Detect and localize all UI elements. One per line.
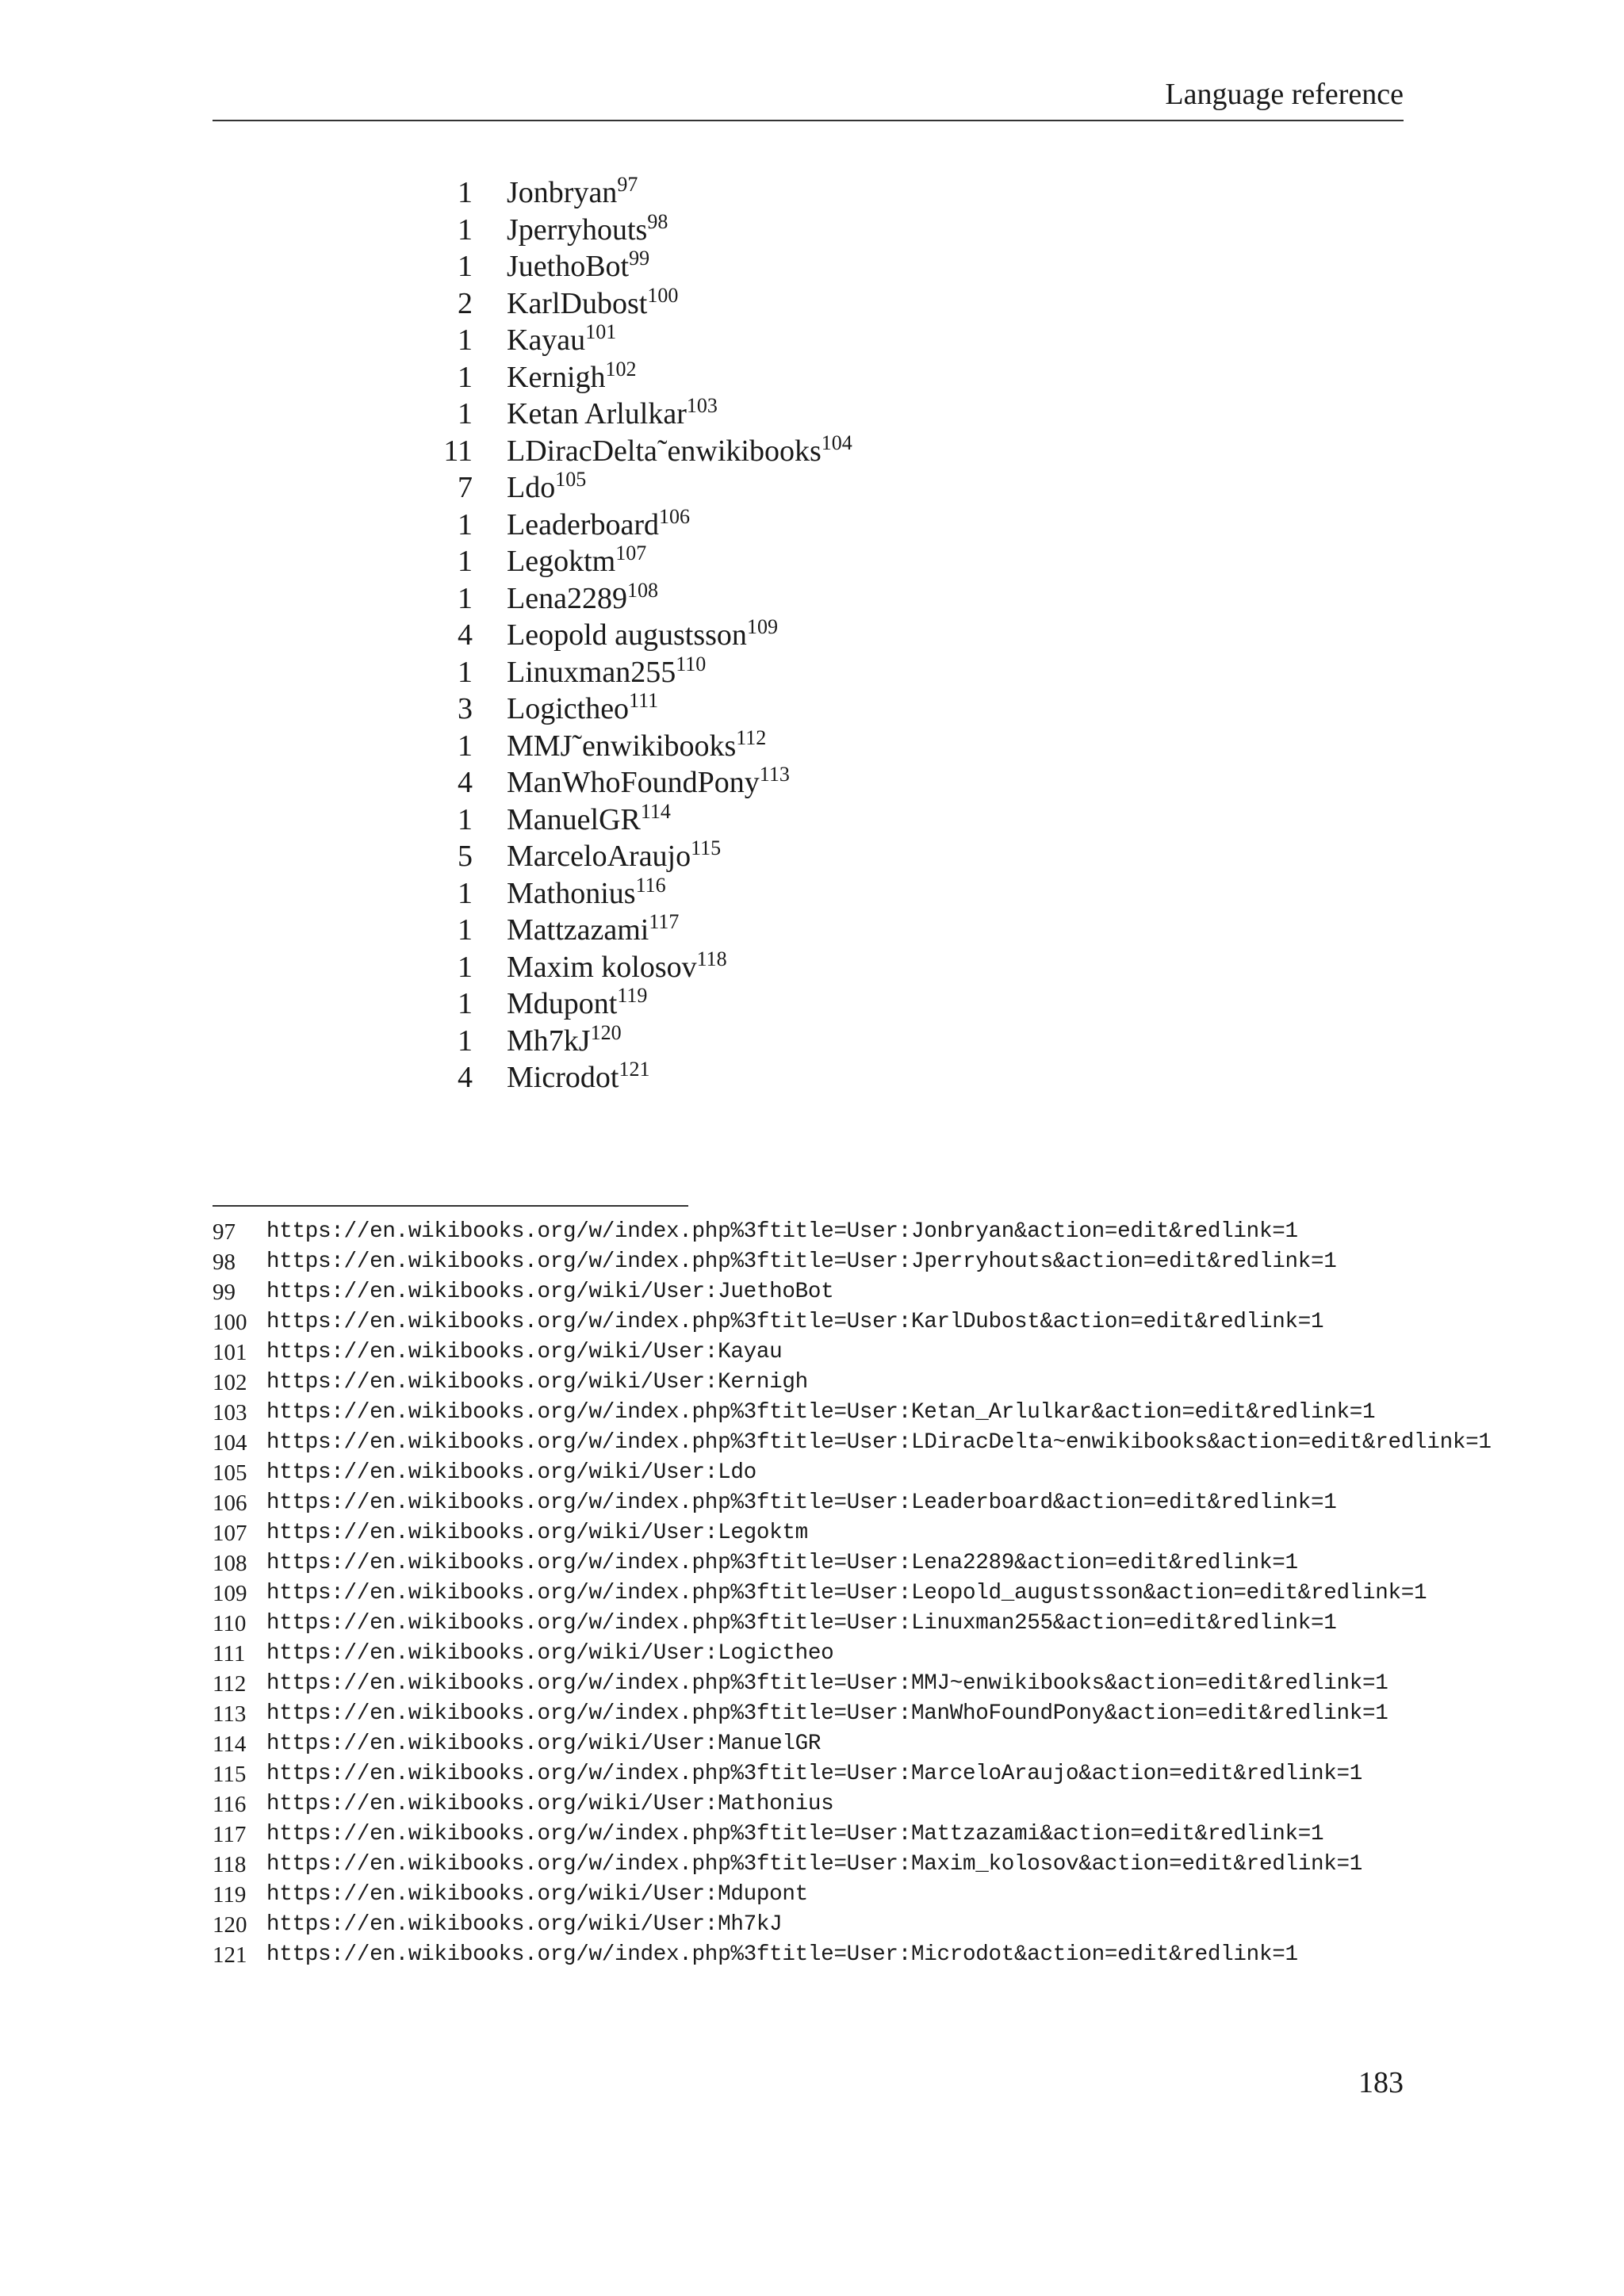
contributor-row [412, 285, 1205, 323]
contributor-name [507, 949, 727, 986]
footnote-number: 102 [213, 1370, 247, 1395]
header-title: Language reference [1165, 78, 1404, 111]
contributor-count: 4 [458, 618, 473, 652]
contributor-name-text: Lena2289 [507, 581, 627, 615]
footnote-url-link[interactable]: https://en.wikibooks.org/wiki/User:Legoktm [266, 1521, 808, 1545]
footnote-marker[interactable]: 119 [617, 984, 648, 1007]
contributor-count: 2 [458, 286, 473, 320]
contributor-count: 1 [458, 802, 473, 836]
footnote-list [213, 1217, 1497, 1970]
contributor-name-text: ManWhoFoundPony [507, 766, 760, 799]
contributor-row [412, 725, 1205, 765]
footnote-number: 100 [213, 1310, 247, 1335]
footnote-row [213, 1699, 1497, 1729]
footnote-number: 109 [213, 1581, 247, 1606]
footnote-number: 99 [213, 1280, 236, 1305]
footnote-marker[interactable]: 106 [659, 504, 690, 528]
contributor-name-text: Kayau [507, 323, 586, 357]
footnote-url-link[interactable]: https://en.wikibooks.org/wiki/User:Kernigh [266, 1370, 808, 1395]
contributor-row [412, 617, 1205, 654]
contributor-count: 1 [458, 1024, 473, 1058]
footnote-number: 103 [213, 1400, 247, 1425]
footnote-url-link[interactable]: https://en.wikibooks.org/wiki/User:Mdupont [266, 1882, 808, 1907]
contributor-name [507, 430, 852, 470]
footnote-marker[interactable]: 110 [676, 652, 707, 675]
footnote-row [213, 1759, 1497, 1789]
contributor-name-text: Legoktm [507, 545, 616, 578]
contributor-count: 1 [458, 581, 473, 615]
footnote-row [213, 1820, 1497, 1850]
page-number: 183 [1358, 2066, 1404, 2099]
footnote-url-link[interactable]: https://en.wikibooks.org/w/index.php%3ftitle=User:Ketan_Arlulkar&action=edit&redlink=1 [266, 1400, 1376, 1425]
contributor-count: 3 [458, 692, 473, 725]
footnote-marker[interactable]: 97 [617, 173, 638, 196]
footnote-number: 116 [213, 1792, 247, 1817]
footnote-row [213, 1578, 1497, 1609]
footnote-row [213, 1548, 1497, 1578]
footnote-row [213, 1639, 1497, 1669]
footnote-url-link[interactable]: https://en.wikibooks.org/wiki/User:Logictheo [266, 1641, 834, 1666]
footnote-url-link[interactable]: https://en.wikibooks.org/wiki/User:Mh7kJ [266, 1912, 783, 1937]
footnote-row [213, 1789, 1497, 1820]
contributor-count: 1 [458, 323, 473, 357]
contributor-count: 1 [458, 950, 473, 984]
footnote-marker[interactable]: 100 [647, 283, 679, 307]
footnote-url-link[interactable]: https://en.wikibooks.org/wiki/User:Mathonius [266, 1792, 834, 1816]
contributor-row [412, 912, 1205, 949]
contributor-count: 1 [458, 397, 473, 430]
contributor-name [507, 285, 678, 323]
footnote-marker[interactable]: 118 [696, 947, 727, 970]
contributor-name [507, 504, 690, 544]
footnote-url-link[interactable]: https://en.wikibooks.org/w/index.php%3ftitle=User:Maxim_kolosov&action=edit&redlink=1 [266, 1852, 1363, 1877]
footnote-row [213, 1217, 1497, 1247]
footnote-marker[interactable]: 109 [746, 615, 778, 638]
footnote-row [213, 1850, 1497, 1880]
footnote-url-link[interactable]: https://en.wikibooks.org/w/index.php%3ftitle=User:Microdot&action=edit&redlink=1 [266, 1942, 1298, 1967]
contributor-name-text: Leaderboard [507, 507, 659, 541]
contributor-name-text: LDiracDelta˜enwikibooks [507, 434, 822, 468]
footnote-row [213, 1518, 1497, 1548]
contributor-row [412, 691, 1205, 728]
contributor-name [507, 359, 637, 396]
contributor-name [507, 543, 646, 580]
footnote-row [213, 1880, 1497, 1910]
footnote-url-link[interactable]: https://en.wikibooks.org/wiki/User:Kayau [266, 1340, 783, 1364]
footnote-url-link[interactable]: https://en.wikibooks.org/w/index.php%3ftitle=User:Jonbryan&action=edit&redlink=1 [266, 1219, 1298, 1244]
footnote-number: 110 [213, 1611, 247, 1636]
contributor-name [507, 912, 679, 949]
contributor-count: 1 [458, 729, 473, 763]
footnote-number: 104 [213, 1430, 247, 1456]
footnote-marker[interactable]: 101 [585, 320, 617, 343]
contributor-count: 1 [458, 250, 473, 283]
contributor-name-text: KarlDubost [507, 286, 648, 320]
contributor-row [412, 543, 1205, 580]
contributor-row [412, 799, 1205, 839]
contributor-row [412, 209, 1205, 249]
footnote-number: 101 [213, 1340, 247, 1365]
contributor-name [507, 838, 721, 875]
footnote-marker[interactable]: 102 [605, 357, 637, 381]
contributor-row [412, 838, 1205, 875]
footnote-number: 105 [213, 1460, 247, 1486]
footnote-marker[interactable]: 105 [555, 468, 587, 491]
contributor-count: 4 [458, 1061, 473, 1094]
footnote-marker[interactable]: 99 [629, 247, 650, 270]
contributor-name-text: Jperryhouts [507, 212, 648, 247]
contributor-name-text: JuethoBot [507, 250, 630, 283]
footnote-url-link[interactable]: https://en.wikibooks.org/w/index.php%3ftitle=User:Leopold_augustsson&action=edit&redlink=1 [266, 1581, 1427, 1605]
contributor-count: 1 [458, 212, 473, 247]
contributor-row [412, 504, 1205, 544]
footnote-url-link[interactable]: https://en.wikibooks.org/w/index.php%3ftitle=User:Lena2289&action=edit&redlink=1 [266, 1551, 1298, 1575]
contributor-row [412, 949, 1205, 986]
footnote-number: 120 [213, 1912, 247, 1938]
contributor-name-text: Logictheo [507, 692, 630, 725]
contributor-count: 1 [458, 507, 473, 541]
contributor-name-text: Mathonius [507, 876, 636, 910]
footnote-marker[interactable]: 115 [691, 836, 722, 859]
footnote-row [213, 1247, 1497, 1277]
contributor-name [507, 617, 778, 654]
contributor-name [507, 985, 647, 1023]
contributor-name-text: Leopold augustsson [507, 618, 747, 652]
footnote-url-link[interactable]: https://en.wikibooks.org/w/index.php%3ftitle=User:Linuxman255&action=edit&redlink=1 [266, 1611, 1337, 1636]
footnote-number: 97 [213, 1219, 236, 1245]
contributor-list [412, 174, 1205, 1096]
footnote-number: 107 [213, 1521, 247, 1546]
contributor-name [507, 764, 790, 802]
footnote-marker[interactable]: 113 [759, 763, 790, 786]
contributor-name [507, 799, 671, 839]
footnote-url-link[interactable]: https://en.wikibooks.org/wiki/User:Ldo [266, 1460, 756, 1485]
header-rule [213, 120, 1404, 121]
contributor-count: 1 [458, 987, 473, 1020]
contributor-row [412, 359, 1205, 396]
contributor-row [412, 469, 1205, 507]
footnote-row [213, 1669, 1497, 1699]
footnote-number: 121 [213, 1942, 247, 1968]
footnote-row [213, 1910, 1497, 1940]
footnote-marker[interactable]: 107 [615, 541, 647, 564]
contributor-name [507, 654, 706, 691]
contributor-name [507, 1059, 649, 1096]
contributor-name [507, 209, 668, 249]
contributor-name-text: Mdupont [507, 987, 618, 1020]
contributor-name-text: Mh7kJ [507, 1024, 591, 1058]
footnote-url-link[interactable]: https://en.wikibooks.org/w/index.php%3ftitle=User:KarlDubost&action=edit&redlink=1 [266, 1310, 1324, 1334]
contributor-count: 1 [458, 545, 473, 578]
footnote-row [213, 1458, 1497, 1488]
contributor-name [507, 580, 658, 618]
footnote-row [213, 1337, 1497, 1368]
contributor-count: 1 [458, 176, 473, 209]
footnote-number: 119 [213, 1882, 247, 1908]
footnote-number: 117 [213, 1822, 247, 1847]
contributor-row [412, 322, 1205, 359]
contributor-row [412, 654, 1205, 691]
footnote-row [213, 1488, 1497, 1518]
contributor-name-text: Ketan Arlulkar [507, 397, 687, 430]
footnote-number: 111 [213, 1641, 246, 1667]
footnote-marker[interactable]: 120 [590, 1020, 622, 1044]
footnote-row [213, 1277, 1497, 1307]
contributor-name-text: Kernigh [507, 360, 606, 394]
footnote-number: 112 [213, 1671, 247, 1697]
footnote-row [213, 1398, 1497, 1428]
contributor-name [507, 725, 767, 765]
contributor-row [412, 580, 1205, 618]
contributor-row [412, 396, 1205, 433]
footnote-row [213, 1729, 1497, 1759]
contributor-name [507, 174, 638, 212]
contributor-name [507, 1020, 622, 1060]
footnote-url-link[interactable]: https://en.wikibooks.org/w/index.php%3ftitle=User:MarceloAraujo&action=edit&redlink=1 [266, 1762, 1363, 1786]
footnote-url-link[interactable]: https://en.wikibooks.org/wiki/User:JuethoBot [266, 1280, 834, 1304]
footnote-url-link[interactable]: https://en.wikibooks.org/wiki/User:ManuelGR [266, 1732, 822, 1756]
contributor-name [507, 248, 649, 285]
contributor-name [507, 469, 586, 507]
contributor-count: 5 [458, 840, 473, 873]
footnote-number: 115 [213, 1762, 247, 1787]
footnote-marker[interactable]: 98 [647, 209, 668, 233]
contributor-count: 1 [458, 876, 473, 910]
footnote-row [213, 1428, 1497, 1458]
contributor-row [412, 1059, 1205, 1096]
contributor-count: 4 [458, 766, 473, 799]
contributor-count: 1 [458, 360, 473, 394]
contributor-name [507, 322, 616, 359]
contributor-name-text: ManuelGR [507, 802, 641, 836]
footnote-url-link[interactable]: https://en.wikibooks.org/w/index.php%3ftitle=User:MMJ~enwikibooks&action=edit&redlink=1 [266, 1671, 1388, 1696]
footnote-marker[interactable]: 103 [686, 394, 718, 417]
footnote-number: 108 [213, 1551, 247, 1576]
contributor-row [412, 174, 1205, 212]
footnote-marker[interactable]: 104 [821, 430, 852, 454]
contributor-name-text: Mattzazami [507, 913, 649, 947]
contributor-row [412, 875, 1205, 913]
footnote-number: 118 [213, 1852, 247, 1877]
footnote-number: 98 [213, 1249, 236, 1275]
contributor-row [412, 1020, 1205, 1060]
footnote-number: 114 [213, 1732, 247, 1757]
contributor-name [507, 875, 666, 913]
footnote-marker[interactable]: 114 [640, 799, 671, 823]
footnote-marker[interactable]: 108 [626, 578, 658, 602]
footnote-number: 113 [213, 1701, 247, 1727]
footnote-row [213, 1609, 1497, 1639]
footnote-marker[interactable]: 121 [619, 1058, 650, 1081]
contributor-row [412, 248, 1205, 285]
contributor-name-text: Ldo [507, 471, 556, 504]
footnote-marker[interactable]: 112 [736, 725, 767, 749]
contributor-count: 1 [458, 913, 473, 947]
footnote-url-link[interactable]: https://en.wikibooks.org/w/index.php%3ftitle=User:ManWhoFoundPony&action=edit&redlink=1 [266, 1701, 1388, 1726]
footnote-url-link[interactable]: https://en.wikibooks.org/w/index.php%3ftitle=User:LDiracDelta~enwikibooks&action=edit&redlink=1 [266, 1430, 1492, 1455]
contributor-row [412, 430, 1205, 470]
footnote-marker[interactable]: 111 [629, 689, 659, 712]
contributor-row [412, 764, 1205, 802]
contributor-count: 7 [458, 471, 473, 504]
footnote-url-link[interactable]: https://en.wikibooks.org/w/index.php%3ftitle=User:Leaderboard&action=edit&redlink=1 [266, 1490, 1337, 1515]
footnote-url-link[interactable]: https://en.wikibooks.org/w/index.php%3ftitle=User:Mattzazami&action=edit&redlink=1 [266, 1822, 1324, 1846]
footnote-number: 106 [213, 1490, 247, 1516]
contributor-name-text: Microdot [507, 1061, 619, 1094]
contributor-count: 1 [458, 655, 473, 689]
footnote-row [213, 1368, 1497, 1398]
contributor-name-text: Jonbryan [507, 176, 618, 209]
contributor-name-text: MMJ˜enwikibooks [507, 729, 737, 763]
footnote-row [213, 1307, 1497, 1337]
footnote-marker[interactable]: 116 [635, 873, 666, 897]
contributor-name [507, 691, 658, 728]
footnote-marker[interactable]: 117 [649, 910, 680, 933]
footnote-rule [213, 1205, 688, 1207]
contributor-name [507, 396, 718, 433]
contributor-count: 11 [443, 434, 473, 468]
footnote-url-link[interactable]: https://en.wikibooks.org/w/index.php%3ftitle=User:Jperryhouts&action=edit&redlink=1 [266, 1249, 1337, 1274]
contributor-name-text: Maxim kolosov [507, 950, 697, 984]
contributor-row [412, 985, 1205, 1023]
contributor-name-text: MarceloAraujo [507, 840, 691, 873]
contributor-name-text: Linuxman255 [507, 655, 676, 689]
footnote-row [213, 1940, 1497, 1970]
